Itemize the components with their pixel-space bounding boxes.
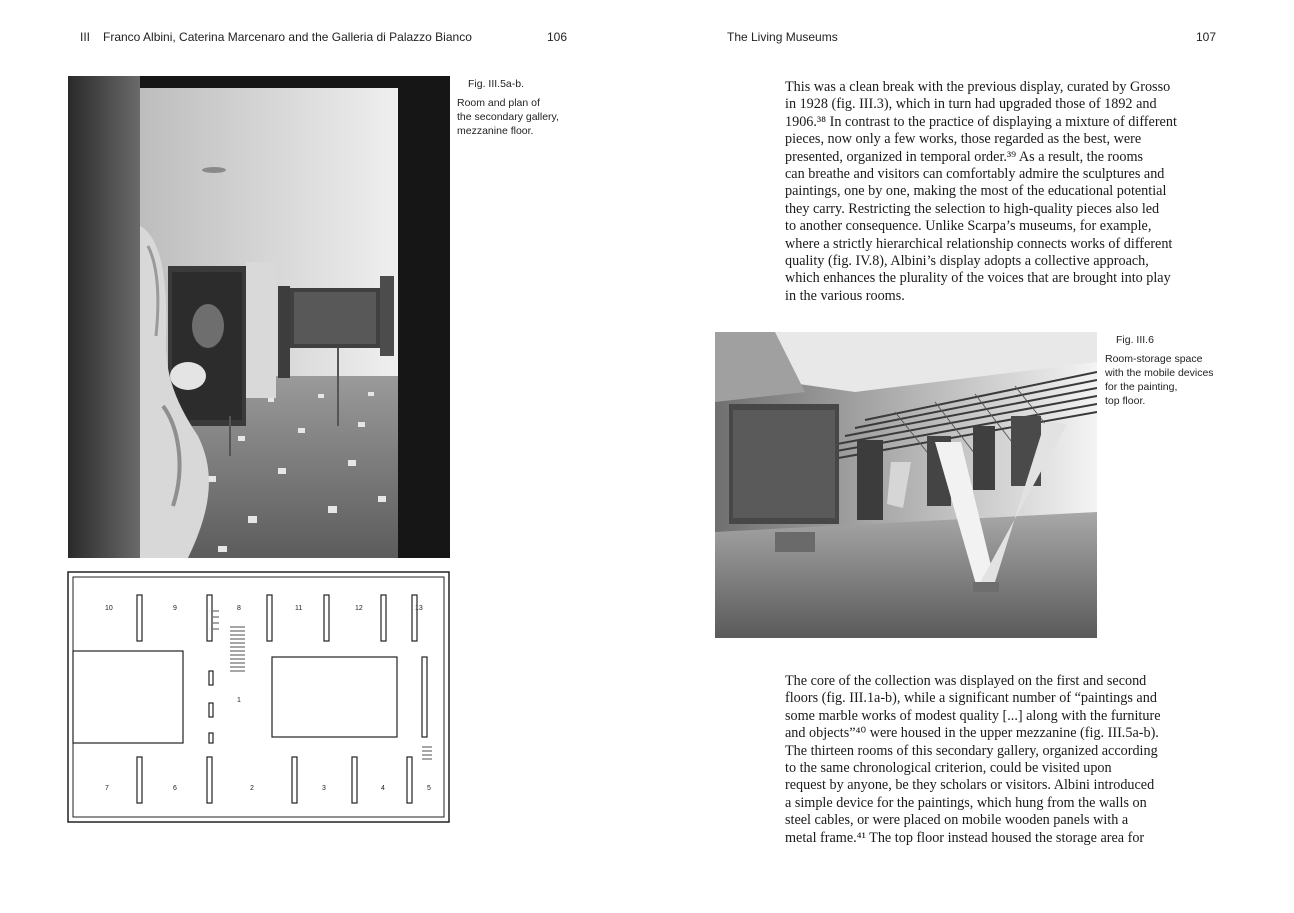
text-line: a simple device for the paintings, which hung from the walls on	[785, 794, 1147, 811]
text-line: to another consequence. Unlike Scarpa’s museums, for example,	[785, 218, 1152, 235]
body-paragraph-2	[785, 673, 1235, 847]
text-line: The thirteen rooms of this secondary gallery, organized according	[785, 742, 1158, 759]
text-line: paintings, one by one, making the most of the educational potential	[785, 183, 1167, 200]
caption-line: the secondary gallery,	[457, 111, 559, 123]
caption-line: mezzanine floor.	[457, 125, 534, 137]
text-line: which enhances the plurality of the voices that are brought into play	[785, 270, 1171, 287]
text-line: metal frame.⁴¹ The top floor instead housed the storage area for	[785, 829, 1145, 846]
caption-line: Room-storage space	[1105, 353, 1203, 365]
text-line: steel cables, or were placed on mobile wooden panels with a	[785, 812, 1129, 829]
room-number: 6	[173, 785, 177, 792]
text-line: and objects”⁴⁰ were housed in the upper mezzanine (fig. III.5a-b).	[785, 725, 1159, 742]
text-line: presented, organized in temporal order.³⁹ As a result, the rooms	[785, 148, 1144, 165]
chapter-number: III	[80, 30, 91, 44]
text-line: can breathe and visitors can comfortably admire the sculptures and	[785, 166, 1165, 183]
text-line: The core of the collection was displayed on the first and second	[785, 673, 1147, 689]
figure-label-iii-5: Fig. III.5a-b.	[468, 78, 525, 90]
room-number: 11	[295, 605, 303, 612]
right-running-title: The Living Museums	[727, 30, 838, 44]
room-number: 9	[173, 605, 177, 612]
room-number: 12	[355, 605, 363, 612]
text-line: pieces, now only a few works, those regarded as the best, were	[785, 131, 1142, 148]
caption-line: Room and plan of	[457, 97, 540, 109]
text-line: floors (fig. III.1a-b), while a significant number of “paintings and	[785, 690, 1157, 707]
room-number: 2	[250, 785, 254, 792]
caption-line: top floor.	[1105, 395, 1146, 407]
figure-caption-iii-5	[457, 96, 559, 138]
text-line: to the same chronological criterion, could be visited upon	[785, 760, 1112, 777]
room-number: 7	[105, 785, 109, 792]
left-running-title: Franco Albini, Caterina Marcenaro and the Galleria di Palazzo Bianco	[103, 30, 472, 44]
text-line: some marble works of modest quality [...] along with the furniture	[785, 707, 1161, 724]
mezzanine-floor-plan	[67, 571, 450, 823]
figure-caption-iii-6	[1105, 352, 1214, 408]
storage-room-photo	[715, 332, 1097, 638]
text-line: where a strictly hierarchical relationship connects works of different	[785, 235, 1173, 252]
text-line: 1906.³⁸ In contrast to the practice of displaying a mixture of different	[785, 113, 1177, 130]
room-number: 5	[427, 785, 431, 792]
caption-line: for the painting,	[1105, 381, 1178, 393]
body-paragraph-1	[785, 79, 1235, 305]
room-number: 4	[381, 785, 385, 792]
room-number: 1	[237, 697, 241, 704]
caption-line: with the mobile devices	[1105, 367, 1214, 379]
room-number: 3	[322, 785, 326, 792]
text-line: This was a clean break with the previous display, curated by Grosso	[785, 79, 1171, 95]
room-number: 13	[415, 605, 423, 612]
text-line: in 1928 (fig. III.3), which in turn had upgraded those of 1892 and	[785, 96, 1157, 113]
text-line: request by anyone, be they scholars or visitors. Albini introduced	[785, 777, 1155, 794]
figure-label-iii-6: Fig. III.6	[1116, 334, 1154, 346]
gallery-room-photo	[68, 76, 450, 558]
text-line: quality (fig. IV.8), Albini’s display adopts a collective approach,	[785, 253, 1149, 270]
text-line: they carry. Restricting the selection to high-quality pieces also led	[785, 200, 1160, 217]
left-page-number: 106	[547, 30, 568, 44]
right-page-number: 107	[1196, 30, 1217, 44]
text-line: in the various rooms.	[785, 287, 905, 304]
room-number: 8	[237, 605, 241, 612]
room-number: 10	[105, 605, 113, 612]
